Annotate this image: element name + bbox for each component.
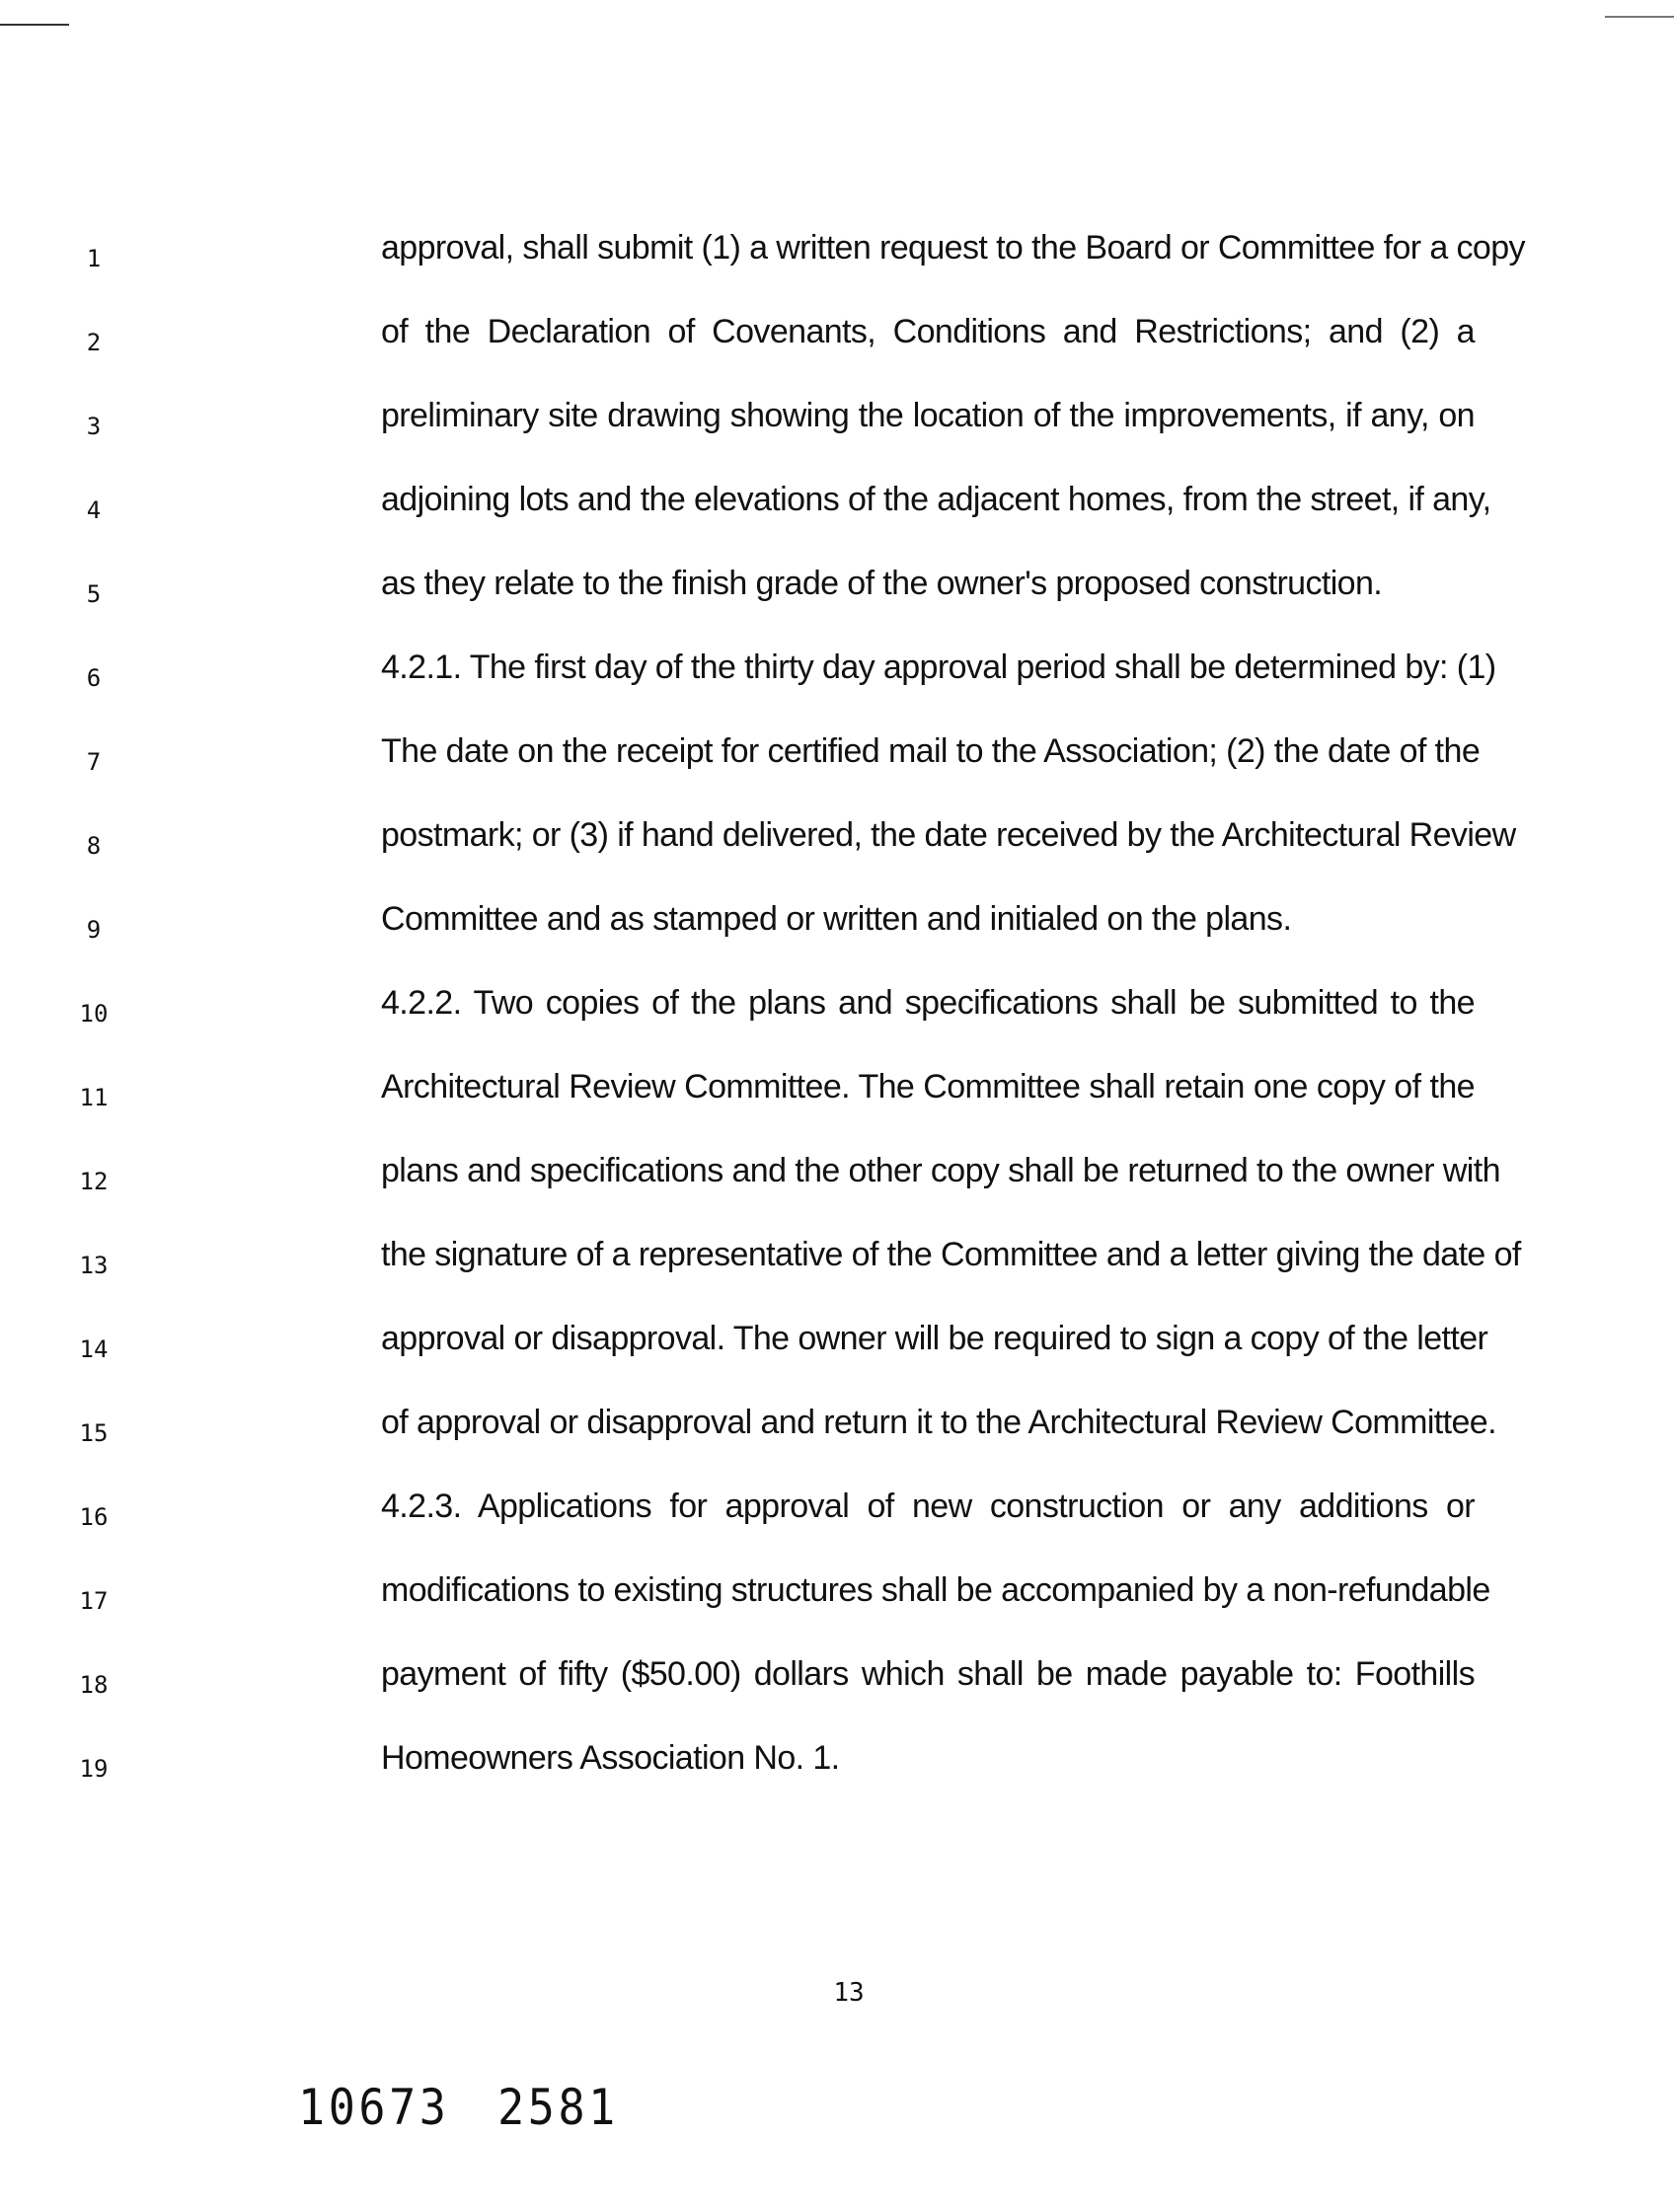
line-number: 18	[79, 1671, 109, 1699]
text-line: of the Declaration of Covenants, Conditions and Restrictions; and (2) a	[381, 313, 1475, 350]
line-number: 5	[86, 580, 102, 608]
text-line: payment of fifty ($50.00) dollars which shall be made payable to: Foothills	[381, 1655, 1475, 1693]
line-number: 13	[79, 1252, 109, 1279]
line-number: 10	[79, 1000, 109, 1028]
text-line: approval, shall submit (1) a written request to the Board or Committee for a copy	[381, 229, 1525, 267]
text-line: postmark; or (3) if hand delivered, the date received by the Architectural Review	[381, 816, 1516, 854]
line-number: 9	[86, 916, 102, 944]
text-line: the signature of a representative of the Committee and a letter giving the date of	[381, 1236, 1521, 1273]
line-number: 3	[86, 413, 102, 440]
text-line: adjoining lots and the elevations of the adjacent homes, from the street, if any,	[381, 481, 1491, 518]
line-number: 8	[86, 832, 102, 860]
line-number: 2	[86, 329, 102, 356]
text-line: of approval or disapproval and return it to the Architectural Review Committee.	[381, 1404, 1496, 1441]
line-number: 12	[79, 1168, 109, 1195]
text-line: 4.2.2. Two copies of the plans and specifications shall be submitted to the	[381, 984, 1475, 1022]
scan-edge-mark-left	[0, 24, 69, 26]
line-number: 6	[86, 664, 102, 692]
recording-stamp	[298, 2079, 619, 2136]
line-number: 7	[86, 748, 102, 776]
text-line: as they relate to the finish grade of the owner's proposed construction.	[381, 565, 1383, 602]
text-line: Committee and as stamped or written and initialed on the plans.	[381, 900, 1292, 938]
line-number: 14	[79, 1335, 109, 1363]
line-number: 15	[79, 1419, 109, 1447]
text-line: preliminary site drawing showing the location of the improvements, if any, on	[381, 397, 1475, 434]
line-number: 17	[79, 1587, 109, 1615]
text-line: Homeowners Association No. 1.	[381, 1739, 840, 1777]
text-line: The date on the receipt for certified mail to the Association; (2) the date of the	[381, 732, 1481, 770]
line-number: 16	[79, 1503, 109, 1531]
page-number: 13	[833, 1978, 865, 2008]
scan-edge-mark-right	[1605, 16, 1674, 18]
text-line: Architectural Review Committee. The Committee shall retain one copy of the	[381, 1068, 1475, 1106]
line-number: 11	[79, 1084, 109, 1111]
line-number: 19	[79, 1755, 109, 1783]
text-line: modifications to existing structures shall be accompanied by a non-refundable	[381, 1571, 1490, 1609]
text-line: approval or disapproval. The owner will be required to sign a copy of the letter	[381, 1320, 1488, 1357]
text-line: 4.2.3. Applications for approval of new construction or any additions or	[381, 1487, 1475, 1525]
line-number: 1	[86, 245, 102, 272]
stamp-book-number: 10673	[298, 2079, 450, 2136]
stamp-page-number: 2581	[497, 2079, 619, 2136]
text-line: 4.2.1. The first day of the thirty day approval period shall be determined by: (1)	[381, 648, 1496, 686]
line-number: 4	[86, 496, 102, 524]
text-line: plans and specifications and the other copy shall be returned to the owner with	[381, 1152, 1500, 1189]
